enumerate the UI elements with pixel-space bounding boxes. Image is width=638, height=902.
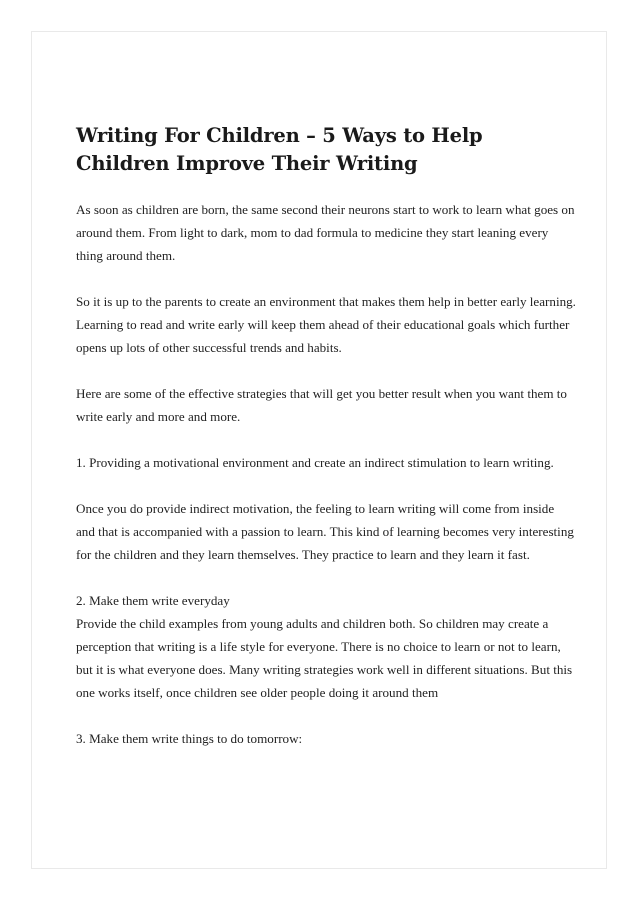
heading-strategy-3: 3. Make them write things to do tomorrow: [76,731,303,746]
paragraph-intro: As soon as children are born, the same second their neurons start to work to learn what goes on around them. From light to dark, mom to dad formula to medicine they start leaning every thing around them. [76,202,575,263]
document-title: Writing For Children – 5 Ways to Help Children Improve Their Writing [76,124,483,175]
heading-strategy-1: 1. Providing a motivational environment and create an indirect stimulation to learn writing. [76,455,554,470]
document-content [76,122,576,773]
document-page [31,31,607,869]
paragraph-strategy-1: Once you do provide indirect motivation, the feeling to learn writing will come from inside and that is accompanied with a passion to learn. This kind of learning becomes very interesting for the children and they learn themselves. They practice to learn and they learn it fast. [76,501,574,562]
paragraph-strategies: Here are some of the effective strategies that will get you better result when you want them to write early and more and more. [76,386,567,424]
paragraph-strategy-2: Provide the child examples from young adults and children both. So children may create a perception that writing is a life style for everyone. There is no choice to learn or not to learn, but it is what everyone does. Many writing strategies work well in different situations. But this one works itself, once children see older people doing it around them [76,616,573,700]
heading-strategy-2: 2. Make them write everyday [76,593,230,608]
paragraph-parents: So it is up to the parents to create an environment that makes them help in better early learning. Learning to read and write early will keep them ahead of their educational goals which further opens up lots of other successful trends and habits. [76,294,576,355]
